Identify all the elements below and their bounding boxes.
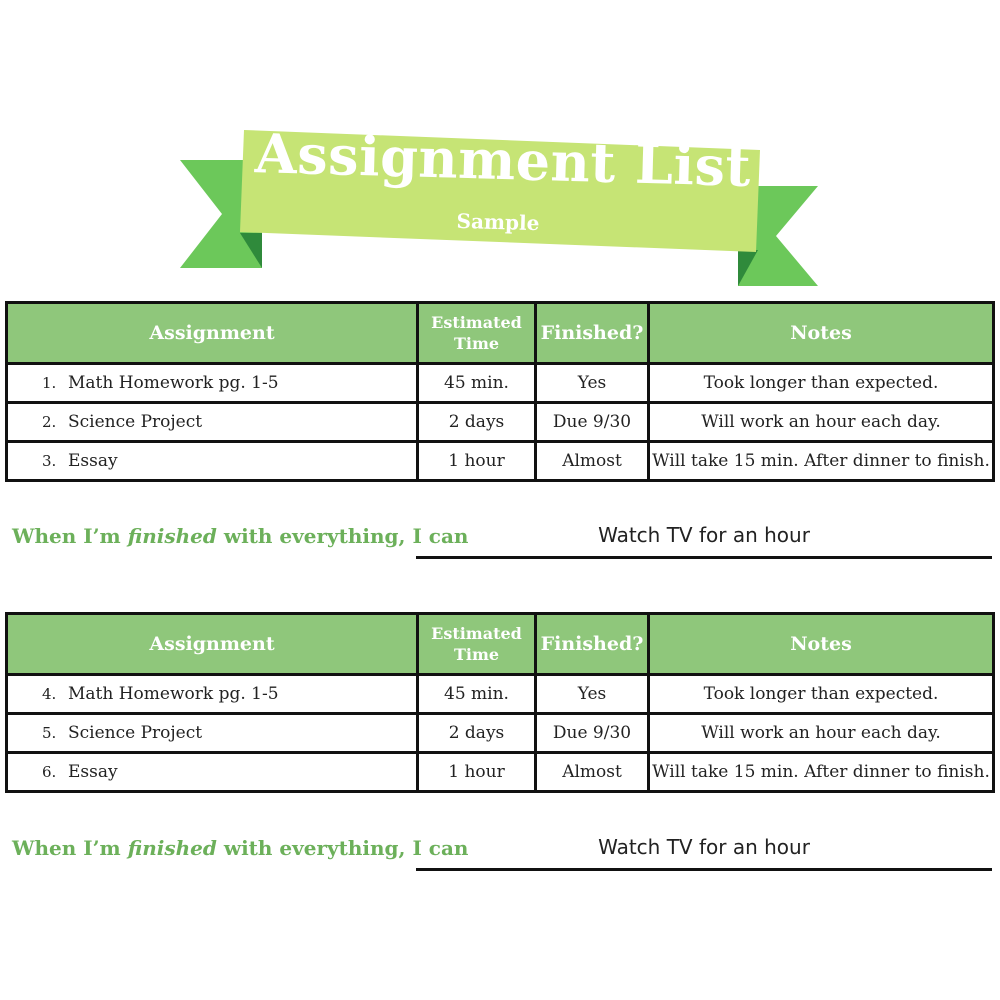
assignment-name: Math Homework pg. 1-5 xyxy=(68,684,279,704)
notes-cell: Took longer than expected. xyxy=(649,675,994,714)
header-notes: Notes xyxy=(649,614,994,675)
reward-prompt-end: with everything, I can xyxy=(216,524,469,548)
finished-cell: Due 9/30 xyxy=(536,403,649,442)
assignment-name: Science Project xyxy=(68,723,203,743)
reward-answer-field[interactable]: Watch TV for an hour xyxy=(416,830,992,871)
header-estimated-time: Estimated Time xyxy=(418,614,536,675)
reward-prompt xyxy=(12,836,468,860)
row-number: 3. xyxy=(42,452,57,470)
table-header-row xyxy=(7,614,994,675)
table-row xyxy=(7,753,994,792)
time-cell: 2 days xyxy=(418,403,536,442)
header-estimated-time: Estimated Time xyxy=(418,303,536,364)
assignment-cell xyxy=(7,675,418,714)
page-title: Assignment List xyxy=(254,121,752,199)
assignment-cell xyxy=(7,442,418,481)
finished-cell: Yes xyxy=(536,675,649,714)
reward-answer-field[interactable]: Watch TV for an hour xyxy=(416,518,992,559)
header-assignment: Assignment xyxy=(7,303,418,364)
table-header-row xyxy=(7,303,994,364)
time-cell: 1 hour xyxy=(418,753,536,792)
finished-cell: Almost xyxy=(536,442,649,481)
reward-prompt-start: When I’m xyxy=(12,836,128,860)
table-row xyxy=(7,364,994,403)
assignment-name: Essay xyxy=(68,451,118,471)
row-number: 4. xyxy=(42,685,57,703)
header-finished: Finished? xyxy=(536,303,649,364)
assignment-name: Science Project xyxy=(68,412,203,432)
time-cell: 2 days xyxy=(418,714,536,753)
row-number: 1. xyxy=(42,374,57,392)
row-number: 6. xyxy=(42,763,57,781)
header-assignment: Assignment xyxy=(7,614,418,675)
finished-cell: Due 9/30 xyxy=(536,714,649,753)
assignment-name: Math Homework pg. 1-5 xyxy=(68,373,279,393)
time-cell: 45 min. xyxy=(418,364,536,403)
time-cell: 45 min. xyxy=(418,675,536,714)
notes-cell: Will work an hour each day. xyxy=(649,403,994,442)
assignment-cell xyxy=(7,403,418,442)
assignment-name: Essay xyxy=(68,762,118,782)
header-notes: Notes xyxy=(649,303,994,364)
assignment-cell xyxy=(7,714,418,753)
table-row xyxy=(7,714,994,753)
notes-cell: Took longer than expected. xyxy=(649,364,994,403)
header-finished: Finished? xyxy=(536,614,649,675)
time-cell: 1 hour xyxy=(418,442,536,481)
assignment-table-1 xyxy=(5,301,995,482)
row-number: 5. xyxy=(42,724,57,742)
reward-line-2 xyxy=(12,830,992,870)
assignment-cell xyxy=(7,753,418,792)
finished-cell: Almost xyxy=(536,753,649,792)
reward-prompt xyxy=(12,524,468,548)
reward-line-1 xyxy=(12,518,992,558)
finished-cell: Yes xyxy=(536,364,649,403)
notes-cell: Will take 15 min. After dinner to finish. xyxy=(649,753,994,792)
reward-prompt-emphasis: finished xyxy=(127,524,217,548)
table-row xyxy=(7,403,994,442)
assignment-table-2 xyxy=(5,612,995,793)
notes-cell: Will work an hour each day. xyxy=(649,714,994,753)
notes-cell: Will take 15 min. After dinner to finish. xyxy=(649,442,994,481)
reward-prompt-end: with everything, I can xyxy=(216,836,469,860)
table-row xyxy=(7,442,994,481)
assignment-cell xyxy=(7,364,418,403)
table-row xyxy=(7,675,994,714)
reward-prompt-start: When I’m xyxy=(12,524,128,548)
reward-prompt-emphasis: finished xyxy=(127,836,217,860)
row-number: 2. xyxy=(42,413,57,431)
page-subtitle: Sample xyxy=(456,208,540,236)
title-banner xyxy=(0,0,1000,300)
